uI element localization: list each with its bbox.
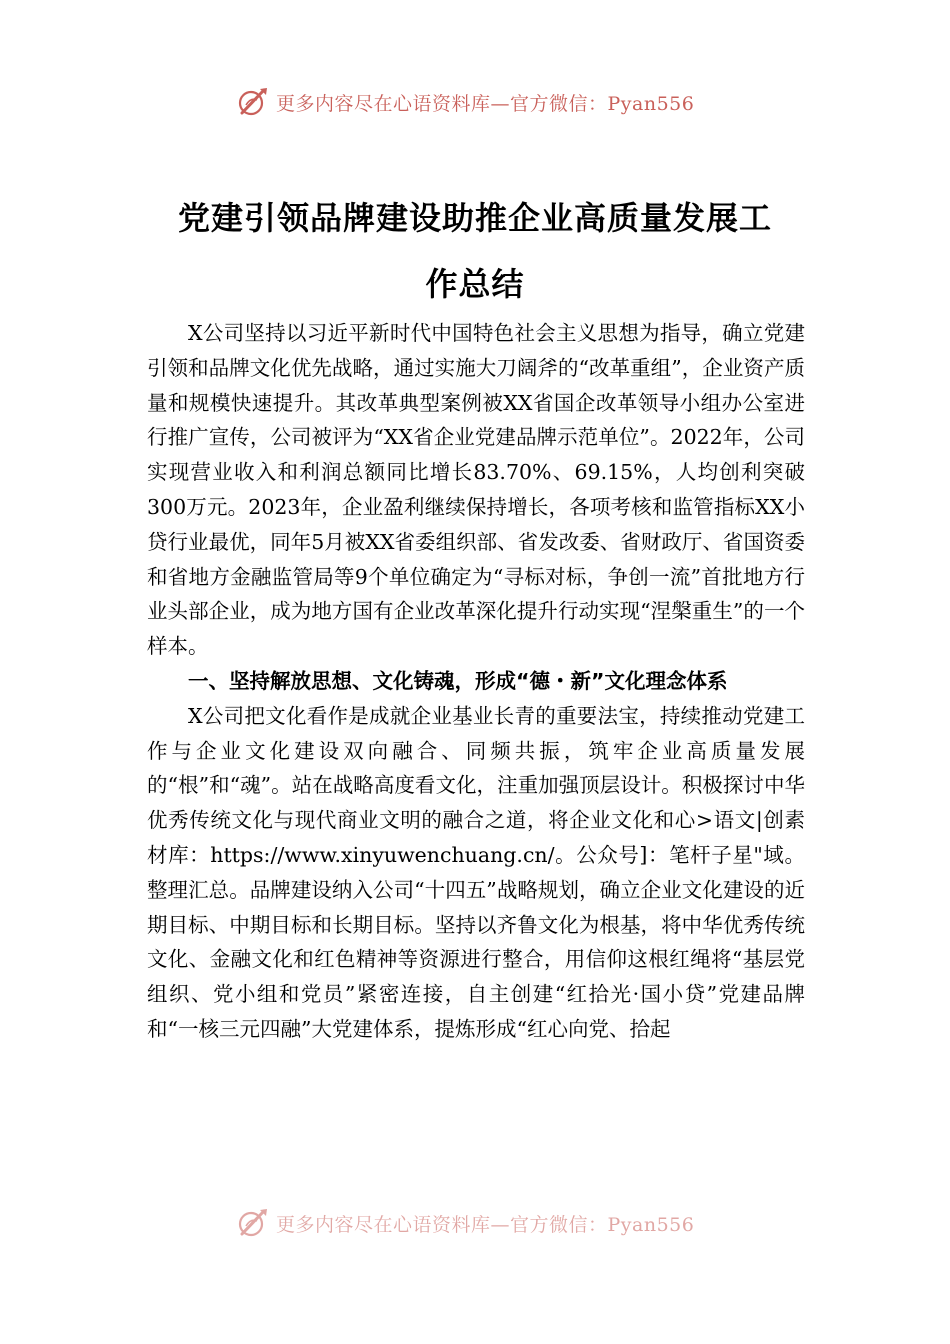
watermark-text: 更多内容尽在心语资料库—官方微信：Pyan556	[276, 92, 695, 115]
watermark-text: 更多内容尽在心语资料库—官方微信：Pyan556	[276, 1213, 695, 1236]
section-1-paragraph: X公司把文化看作是成就企业基业长青的重要法宝，持续推动党建工作与企业文化建设双向融合、同频共振，筑牢企业高质量发展的“根”和“魂”。站在战略高度看文化，注重加强顶层设计。积极探讨中华优秀传统文化与现代商业文明的融合之道，将企业文化和心>语文|创素材库：https://www.xinyuwenchuang.cn/。公众号]：笔杆子星"域。整理汇总。品牌建设纳入公司“十四五”战略规划，确立企业文化建设的近期目标、中期目标和长期目标。坚持以齐鲁文化为根基，将中华优秀传统文化、金融文化和红色精神等资源进行整合，用信仰这根红绳将“基层党组织、党小组和党员”紧密连接，自主创建“红拾光·国小贷”党建品牌和“一核三元四融”大党建体系，提炼形成“红心向党、拾起	[147, 703, 805, 1041]
pen-logo-icon	[236, 85, 270, 119]
intro-paragraph: X公司坚持以习近平新时代中国特色社会主义思想为指导，确立党建引领和品牌文化优先战略，通过实施大刀阔斧的“改革重组”，企业资产质量和规模快速提升。其改革典型案例被XX省国企改革领导小组办公室进行推广宣传，公司被评为“XX省企业党建品牌示范单位”。2022年，公司实现营业收入和利润总额同比增长83.70%、69.15%，人均创利突破300万元。2023年，企业盈利继续保持增长，各项考核和监管指标XX小贷行业最优，同年5月被XX省委组织部、省发改委、省财政厅、省国资委和省地方金融监管局等9个单位确定为“寻标对标，争创一流”首批地方行业头部企业，成为地方国有企业改革深化提升行动实现“涅槃重生”的一个样本。	[147, 321, 805, 659]
header-watermark	[236, 84, 694, 120]
title-line-2: 作总结	[425, 265, 525, 303]
document-body	[147, 316, 805, 1047]
pen-logo-icon	[236, 1206, 270, 1240]
footer-watermark	[236, 1205, 694, 1241]
document-title	[100, 185, 850, 317]
section-heading-1: 一、坚持解放思想、文化铸魂，形成“德・新”文化理念体系	[188, 668, 728, 693]
title-line-1: 党建引领品牌建设助推企业高质量发展工	[177, 199, 772, 237]
